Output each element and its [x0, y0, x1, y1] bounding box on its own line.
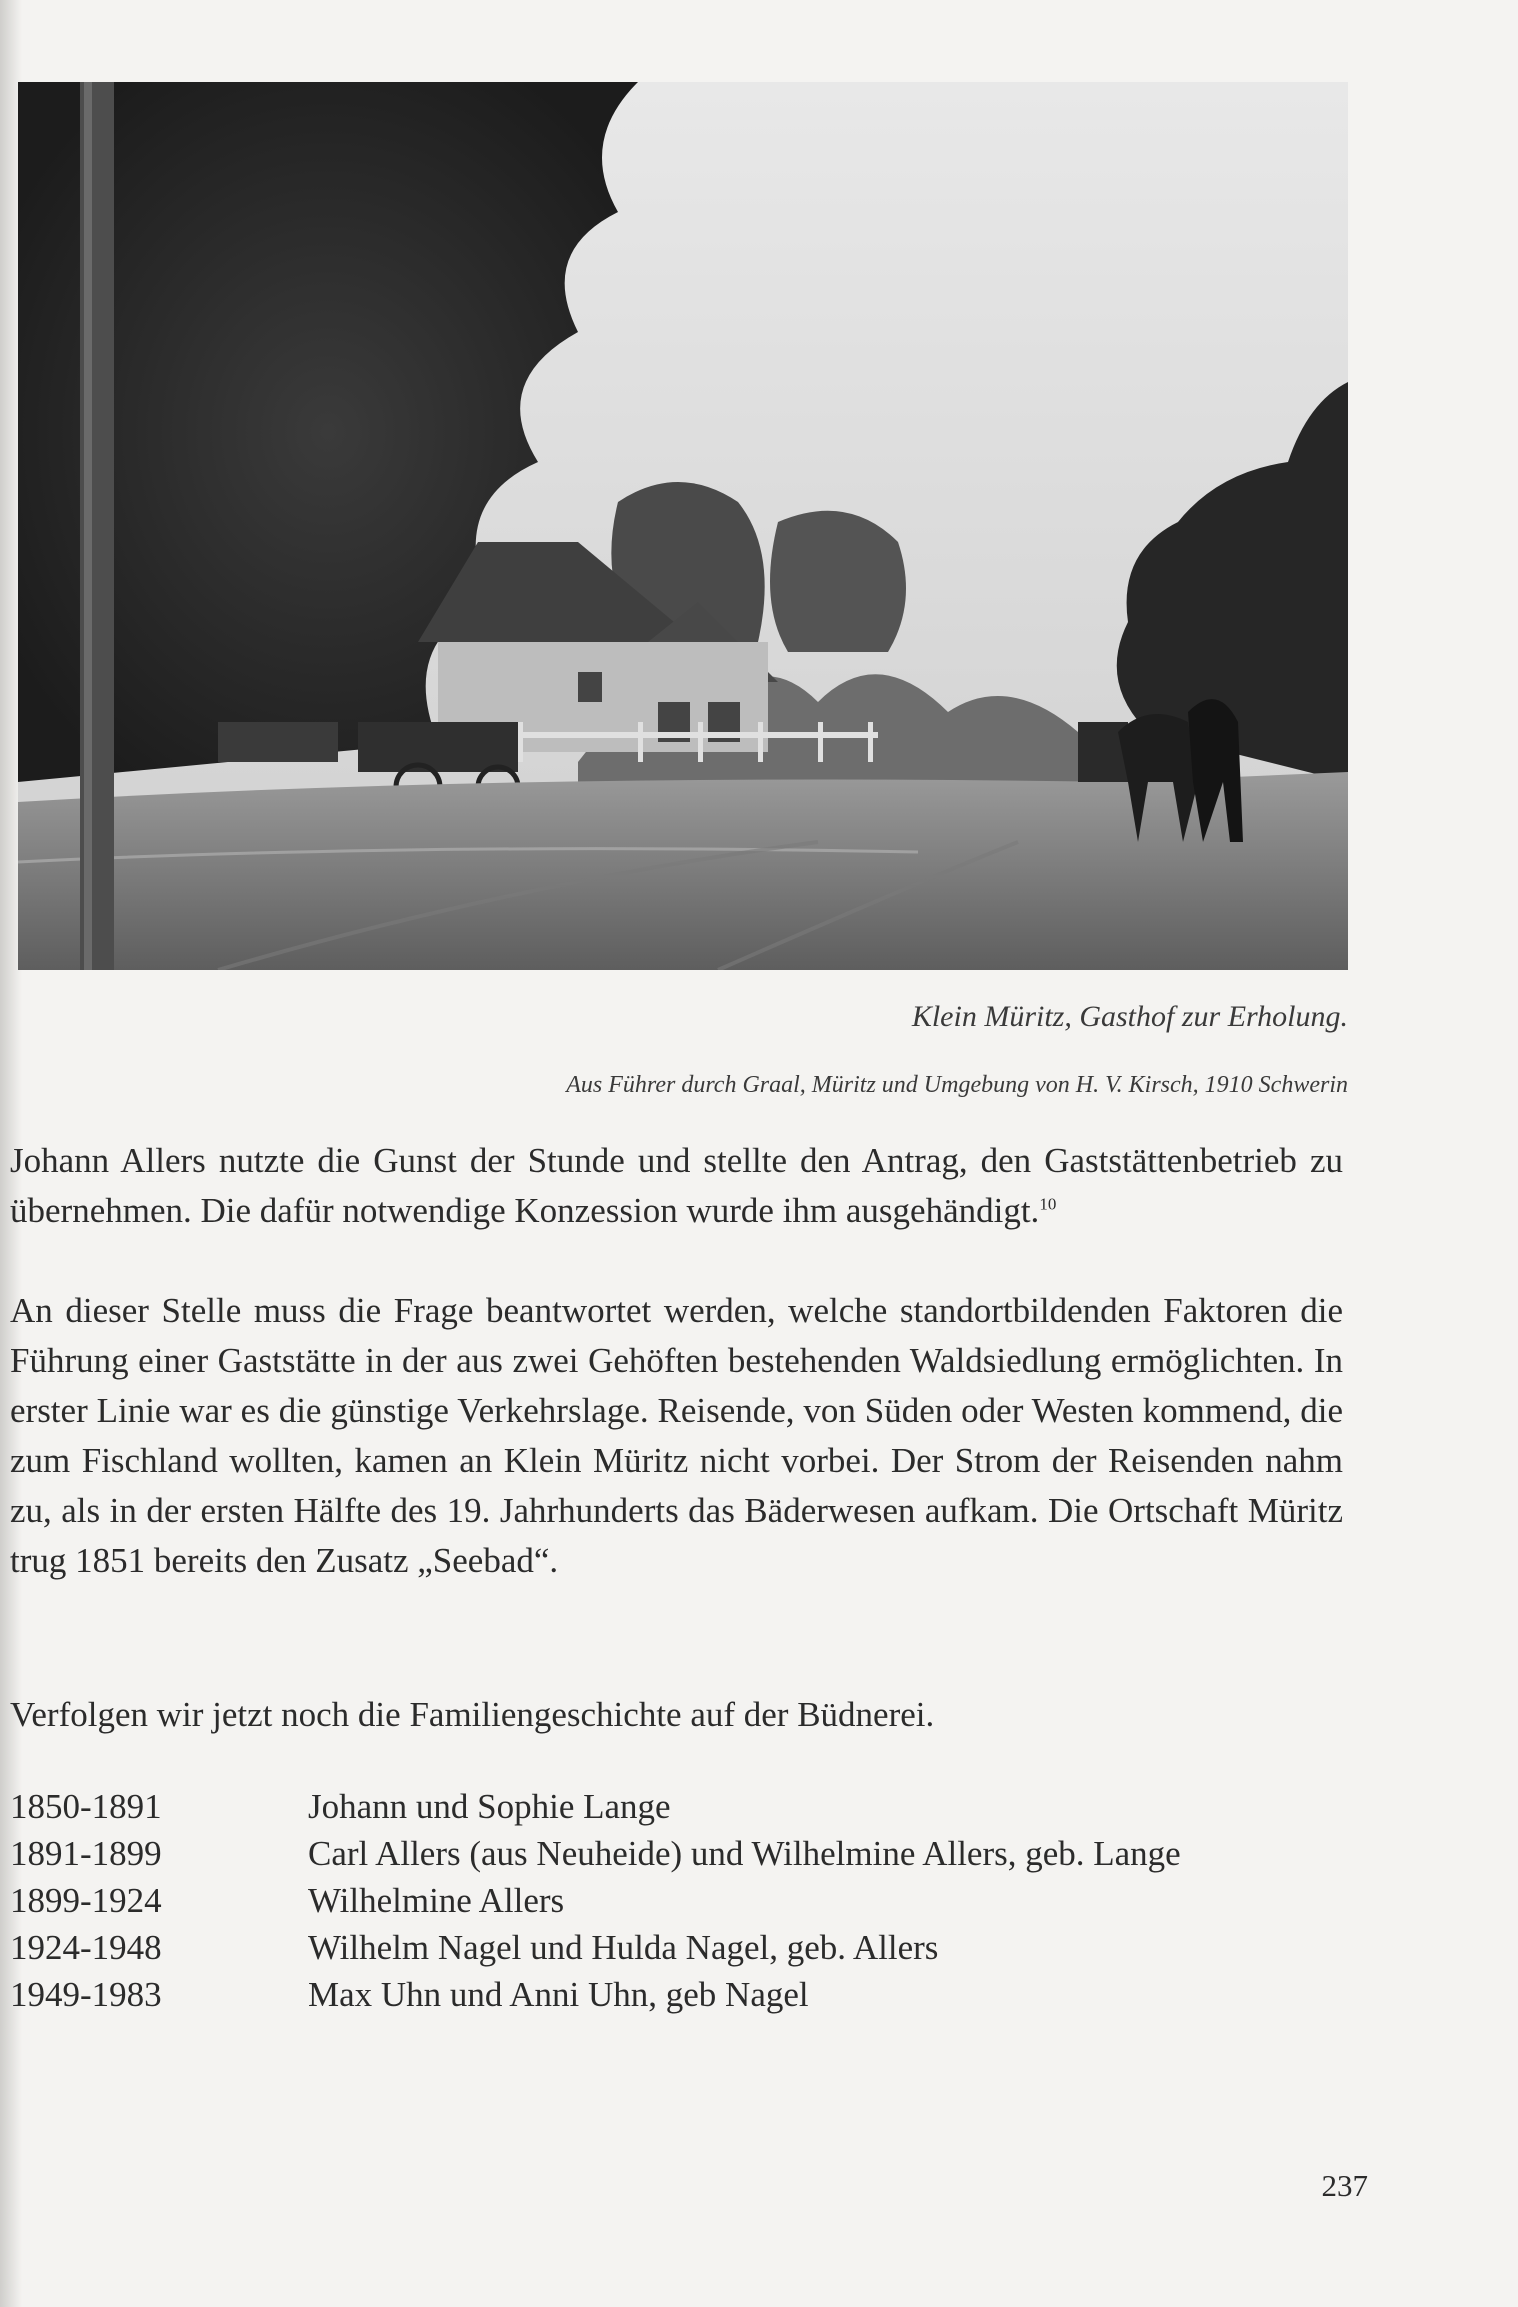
family-timeline	[10, 1783, 1343, 2018]
photo-caption-source: Aus Führer durch Graal, Müritz und Umgebung von H. V. Kirsch, 1910 Schwerin	[566, 1072, 1348, 1098]
timeline-row	[10, 1877, 1343, 1924]
paragraph-3: Verfolgen wir jetzt noch die Familiengeschichte auf der Büdnerei.	[10, 1695, 935, 1734]
timeline-names: Johann und Sophie Lange	[308, 1787, 671, 1826]
historic-photo	[18, 82, 1348, 970]
paragraph-1-text: Johann Allers nutzte die Gunst der Stunde und stellte den Antrag, den Gaststättenbetrieb zu übernehmen. Die dafür notwendige Konzession wurde ihm ausgehändigt.	[10, 1141, 1343, 1230]
photo-illustration	[18, 82, 1348, 970]
timeline-years: 1949-1983	[10, 1975, 162, 2014]
timeline-row	[10, 1971, 1343, 2018]
timeline-names: Wilhelm Nagel und Hulda Nagel, geb. Allers	[308, 1928, 939, 1967]
timeline-years: 1850-1891	[10, 1787, 162, 1826]
timeline-row	[10, 1924, 1343, 1971]
timeline-names: Carl Allers (aus Neuheide) und Wilhelmine Allers, geb. Lange	[308, 1834, 1181, 1873]
timeline-years: 1891-1899	[10, 1834, 162, 1873]
photo-caption-title: Klein Müritz, Gasthof zur Erholung.	[911, 1000, 1348, 1033]
timeline-names: Wilhelmine Allers	[308, 1881, 565, 1920]
timeline-row	[10, 1783, 1343, 1830]
paragraph-2: An dieser Stelle muss die Frage beantwortet werden, welche standortbildenden Faktoren die Führung einer Gaststätte in der aus zwei Gehöften bestehenden Waldsiedlung ermöglichten. In erster Linie war es die günstige Verkehrslage. Reisende, von Süden oder Westen kommend, die zum Fischland wollten, kamen an Klein Müritz nicht vorbei. Der Strom der Reisenden nahm zu, als in der ersten Hälfte des 19. Jahrhunderts das Bäderwesen aufkam. Die Ortschaft Müritz trug 1851 bereits den Zusatz „Seebad“.	[10, 1291, 1343, 1580]
wagon	[358, 722, 518, 772]
footnote-marker: 10	[1039, 1194, 1057, 1214]
timeline-row	[10, 1830, 1343, 1877]
timeline-names: Max Uhn und Anni Uhn, geb Nagel	[308, 1975, 809, 2014]
timeline-years: 1924-1948	[10, 1928, 162, 1967]
page-number: 237	[1321, 2168, 1368, 2203]
paragraph-1	[10, 1136, 1343, 1236]
timeline-years: 1899-1924	[10, 1881, 162, 1920]
dirt-road	[18, 772, 1348, 970]
